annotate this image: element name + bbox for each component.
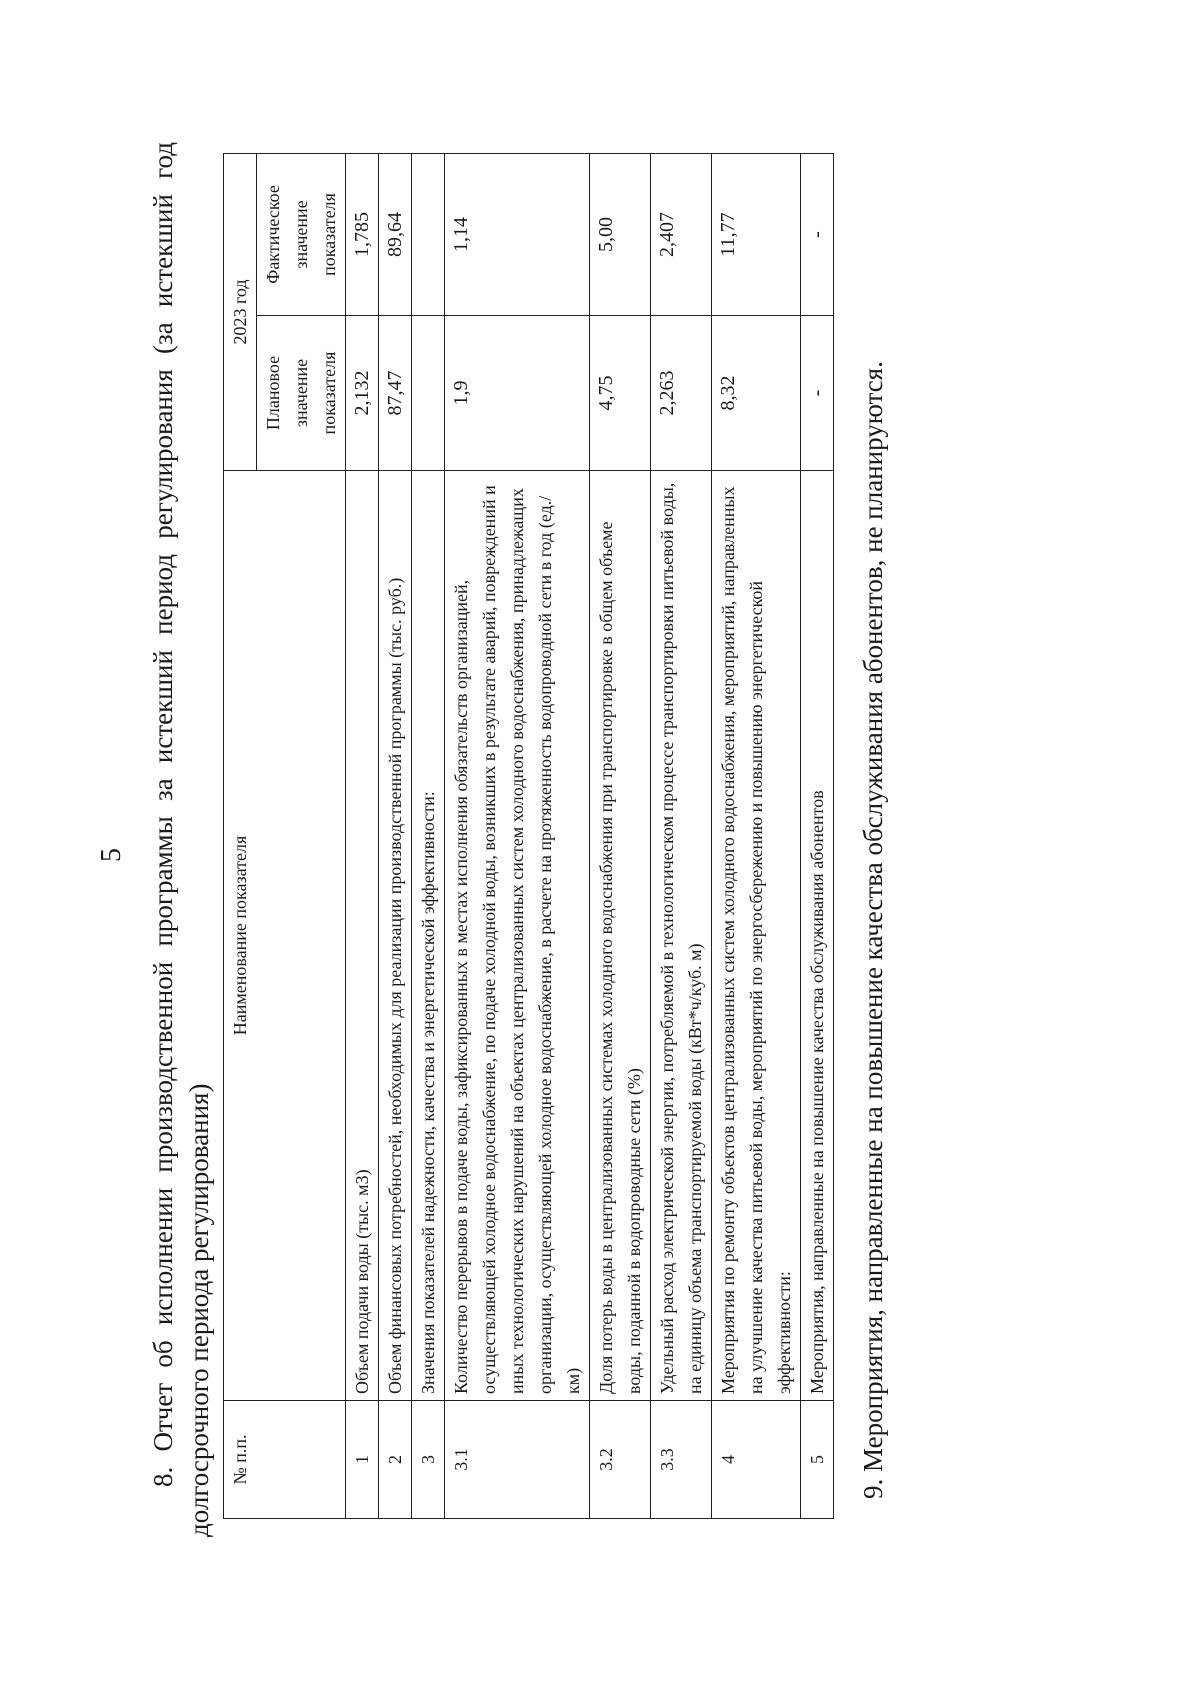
row-plan: 8,32 [712, 316, 801, 471]
header-plan: Плановое значение показателя [257, 316, 346, 471]
footnote: 9. Мероприятия, направленные на повышение качества обслуживания абонентов, не планируются. [858, 361, 888, 1499]
row-fact: 5,00 [590, 153, 651, 315]
row-fact: 1,785 [346, 153, 379, 315]
row-name: Удельный расход электрической энергии, потребляемой в технологическом процессе транспортировки питьевой воды, на единицу объема транспортируемой воды (кВт*ч/куб. м) [651, 471, 712, 1401]
table-row [412, 153, 445, 1518]
report-table [223, 153, 834, 1519]
row-num: 3.1 [445, 1401, 590, 1519]
section-heading [145, 142, 217, 1537]
row-fact: 2,407 [651, 153, 712, 315]
row-name: Объем финансовых потребностей, необходимых для реализации производственной программы (тыс. руб.) [379, 471, 412, 1401]
row-name: Объем подачи воды (тыс. м3) [346, 471, 379, 1401]
row-plan: 87,47 [379, 316, 412, 471]
row-num: 2 [379, 1401, 412, 1519]
row-name: Мероприятия по ремонту объектов централизованных систем холодного водоснабжения, мероприятий, направленных на улучшение качества питьевой воды, мероприятий по энергосбережению и повышению энергетической эффективности: [712, 471, 801, 1401]
row-plan: 4,75 [590, 316, 651, 471]
heading-text: Отчет об исполнении производственной программы за истекший период регулирования (за истекший год долгосрочного периода регулирования) [148, 142, 214, 1537]
row-name: Количество перерывов в подаче воды, зафиксированных в местах исполнения обязательств организацией, осуществляющей холодное водоснабжение, по подаче холодной воды, возникших в результате аварий, повреждений и иных технологических нарушений на объектах централизованных систем холодного водоснабжения, принадлежащих организации, осуществляющей холодное водоснабжение, в расчете на протяженность водопроводной сети в год (ед./км) [445, 471, 590, 1401]
row-name: Мероприятия, направленные на повышение качества обслуживания абонентов [801, 471, 834, 1401]
row-name: Значения показателей надежности, качества и энергетической эффективности: [412, 471, 445, 1401]
row-num: 3.3 [651, 1401, 712, 1519]
row-plan: - [801, 316, 834, 471]
row-name: Доля потерь воды в централизованных системах холодного водоснабжения при транспортировке в общем объеме воды, поданной в водопроводные сети (%) [590, 471, 651, 1401]
table-header-row [224, 153, 257, 1518]
table-row [712, 153, 801, 1518]
table-row [445, 153, 590, 1518]
row-fact: 11,77 [712, 153, 801, 315]
row-num: 4 [712, 1401, 801, 1519]
row-plan: 2,132 [346, 316, 379, 471]
header-fact: Фактическое значение показателя [257, 153, 346, 315]
row-num: 3 [412, 1401, 445, 1519]
row-num: 3.2 [590, 1401, 651, 1519]
heading-number: 8. [148, 1466, 178, 1487]
row-fact: 89,64 [379, 153, 412, 315]
row-plan [412, 316, 445, 471]
rotated-content [145, 131, 888, 1551]
table-row [379, 153, 412, 1518]
row-fact: - [801, 153, 834, 315]
header-num: № п.п. [224, 1401, 346, 1519]
table-row [651, 153, 712, 1518]
page-number: 5 [96, 848, 127, 862]
row-fact [412, 153, 445, 315]
row-plan: 1,9 [445, 316, 590, 471]
row-fact: 1,14 [445, 153, 590, 315]
row-plan: 2,263 [651, 316, 712, 471]
table-row [590, 153, 651, 1518]
row-num: 1 [346, 1401, 379, 1519]
table-row [801, 153, 834, 1518]
table-row [346, 153, 379, 1518]
row-num: 5 [801, 1401, 834, 1519]
header-year: 2023 год [224, 153, 257, 470]
header-name: Наименование показателя [224, 471, 346, 1401]
